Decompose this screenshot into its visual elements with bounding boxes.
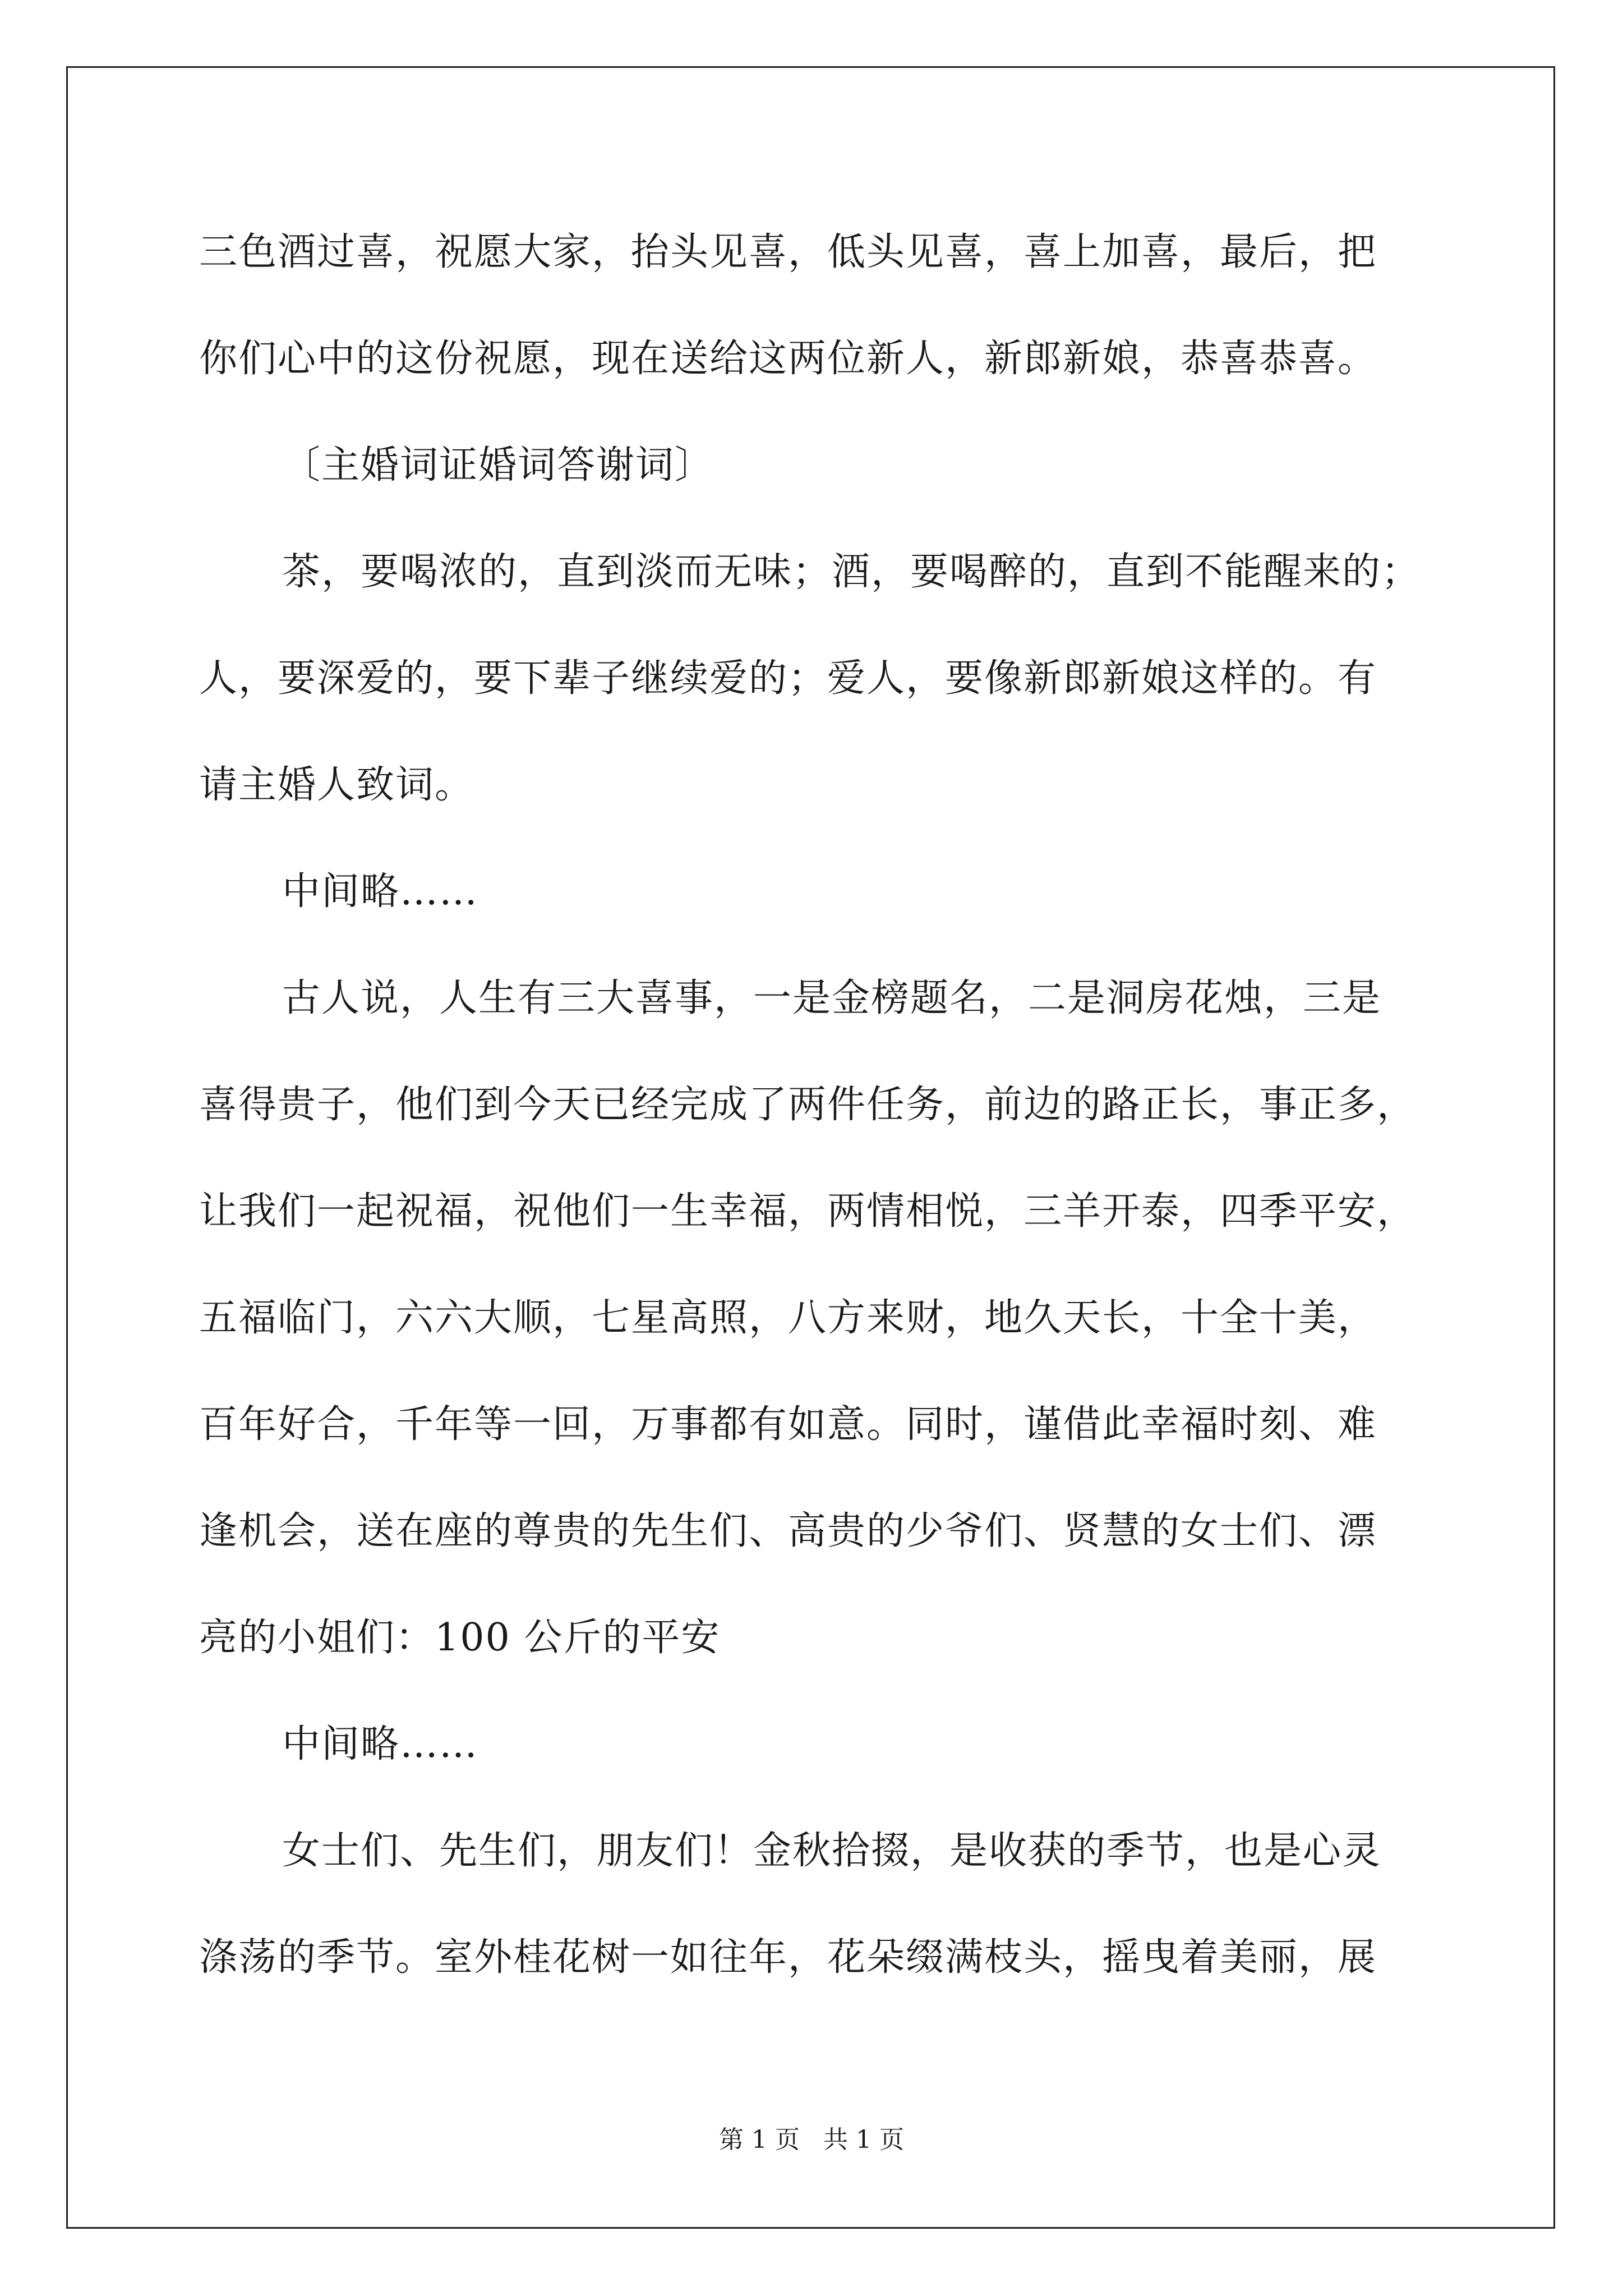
text-line: 百年好合，千年等一回，万事都有如意。同时，谨借此幸福时刻、难	[199, 1402, 1377, 1447]
text-line: 中间略……	[282, 869, 479, 914]
text-line: 请主婚人致词。	[199, 763, 474, 807]
text-line: 涤荡的季节。室外桂花树一如往年，花朵缀满枝头，摇曳着美丽，展	[199, 1935, 1377, 1980]
text-line: 喜得贵子，他们到今天已经完成了两件任务，前边的路正长，事正多，	[199, 1083, 1417, 1127]
text-line: 中间略……	[282, 1722, 479, 1766]
text-line: 逢机会，送在座的尊贵的先生们、高贵的少爷们、贤慧的女士们、漂	[199, 1509, 1377, 1553]
text-line: 亮的小姐们：100 公斤的平安	[199, 1616, 721, 1660]
page-number-footer: 第 1 页 共 1 页	[719, 2125, 904, 2154]
text-line: 三色酒过喜，祝愿大家，抬头见喜，低头见喜，喜上加喜，最后，把	[199, 230, 1377, 274]
text-line: 古人说，人生有三大喜事，一是金榜题名，二是洞房花烛，三是	[282, 976, 1382, 1020]
text-line: 让我们一起祝福，祝他们一生幸福，两情相悦，三羊开泰，四季平安，	[199, 1189, 1417, 1234]
text-line: 你们心中的这份祝愿，现在送给这两位新人，新郎新娘，恭喜恭喜。	[199, 337, 1377, 381]
text-line: 人，要深爱的，要下辈子继续爱的；爱人，要像新郎新娘这样的。有	[199, 656, 1377, 701]
section-heading: 〔主婚词证婚词答谢词〕	[282, 443, 714, 487]
text-line: 五福临门，六六大顺，七星高照，八方来财，地久天长，十全十美，	[199, 1296, 1377, 1340]
text-line: 茶，要喝浓的，直到淡而无味；酒，要喝醉的，直到不能醒来的；	[282, 550, 1421, 594]
document-body	[199, 199, 1433, 2011]
text-line: 女士们、先生们，朋友们！金秋拾掇，是收获的季节，也是心灵	[282, 1829, 1382, 1873]
